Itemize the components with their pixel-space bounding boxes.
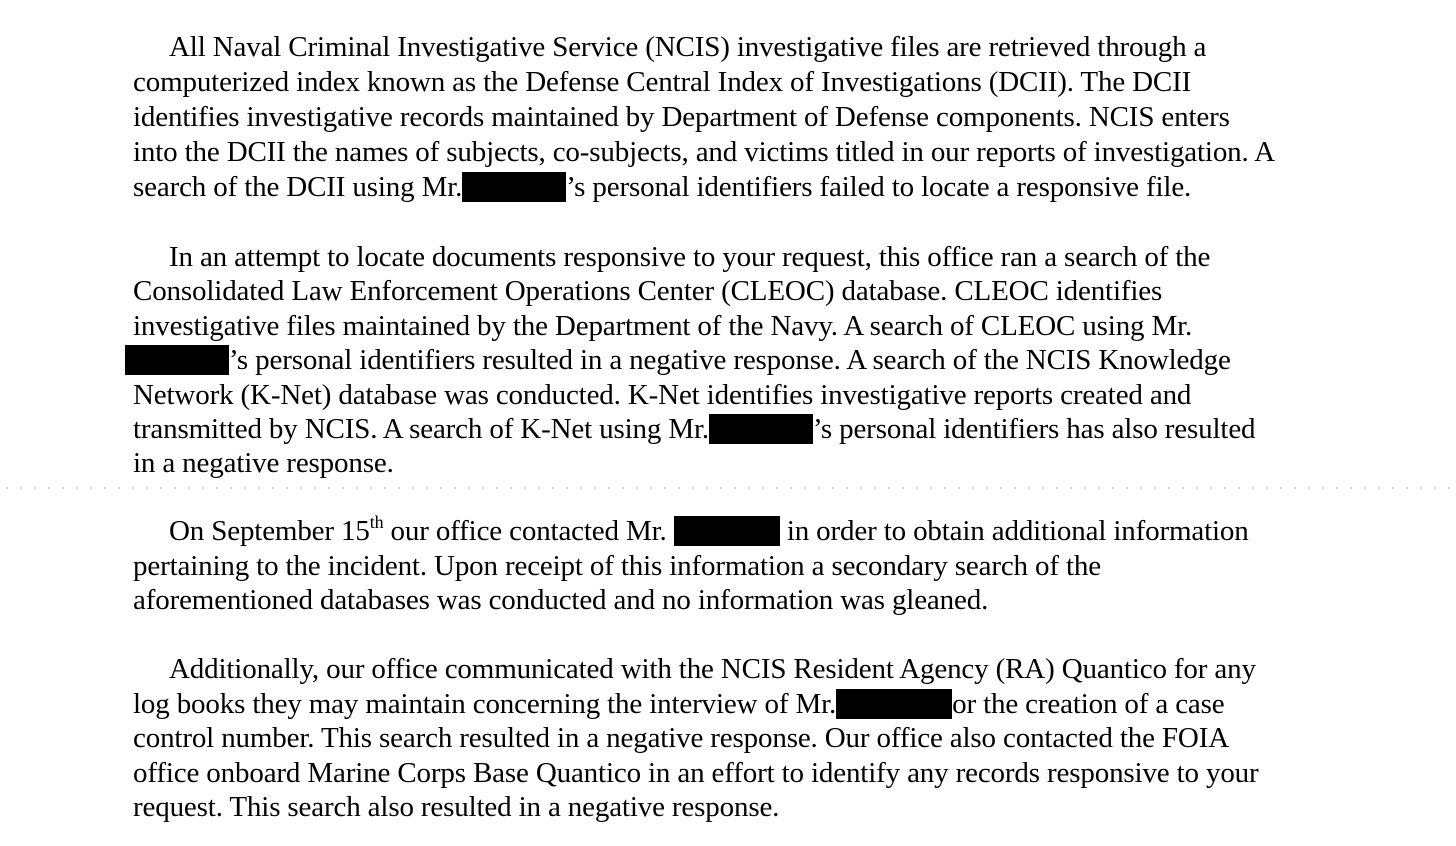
text-segment: search of the DCII using Mr. <box>133 171 463 203</box>
text-segment: ’s personal identifiers resulted in a negative response. A search of the NCIS Knowledge <box>229 344 1231 376</box>
text-line: office onboard Marine Corps Base Quantico in an effort to identify any records responsive to your <box>133 757 1259 789</box>
redaction-box <box>674 516 780 546</box>
text-line <box>133 687 1225 721</box>
text-segment: or the creation of a case <box>952 688 1225 720</box>
text-line: in a negative response. <box>133 447 394 479</box>
scan-artifact-divider <box>0 487 1456 489</box>
text-line: pertaining to the incident. Upon receipt of this information a secondary search of the <box>133 550 1101 582</box>
text-line: Network (K-Net) database was conducted. K-Net identifies investigative reports created and <box>133 379 1192 411</box>
text-line: identifies investigative records maintained by Department of Defense components. NCIS enters <box>133 101 1230 133</box>
text-line <box>133 412 1255 446</box>
text-line: into the DCII the names of subjects, co-subjects, and victims titled in our reports of investigation. A <box>133 136 1275 168</box>
text-segment: our office contacted Mr. <box>383 515 674 547</box>
text-line: In an attempt to locate documents responsive to your request, this office ran a search of the <box>169 241 1211 273</box>
text-line: investigative files maintained by the Department of the Navy. A search of CLEOC using Mr. <box>133 310 1193 342</box>
text-segment: On September 15 <box>169 515 370 547</box>
ordinal-suffix: th <box>369 512 384 532</box>
text-line: aforementioned databases was conducted and no information was gleaned. <box>133 584 989 616</box>
redaction-box <box>836 689 952 719</box>
redaction-box <box>709 414 813 444</box>
text-line: control number. This search resulted in a negative response. Our office also contacted the FOIA <box>133 722 1230 754</box>
text-line: computerized index known as the Defense Central Index of Investigations (DCII). The DCII <box>133 66 1192 98</box>
text-line: Consolidated Law Enforcement Operations Center (CLEOC) database. CLEOC identifies <box>133 275 1163 307</box>
redaction-box <box>125 345 229 375</box>
text-segment: ’s personal identifiers failed to locate a responsive file. <box>566 171 1192 203</box>
text-segment: in order to obtain additional information <box>779 515 1249 547</box>
text-line <box>169 514 1249 548</box>
text-line <box>125 343 1231 377</box>
text-segment: ’s personal identifiers has also resulted <box>812 413 1256 445</box>
text-line <box>133 170 1191 204</box>
text-line: All Naval Criminal Investigative Service (NCIS) investigative files are retrieved through a <box>169 31 1207 63</box>
text-segment: transmitted by NCIS. A search of K-Net using Mr. <box>133 413 709 445</box>
text-line: Additionally, our office communicated with the NCIS Resident Agency (RA) Quantico for any <box>169 653 1256 685</box>
text-segment: log books they may maintain concerning the interview of Mr. <box>133 688 837 720</box>
redaction-box <box>462 172 566 202</box>
text-line: request. This search also resulted in a negative response. <box>133 791 780 823</box>
